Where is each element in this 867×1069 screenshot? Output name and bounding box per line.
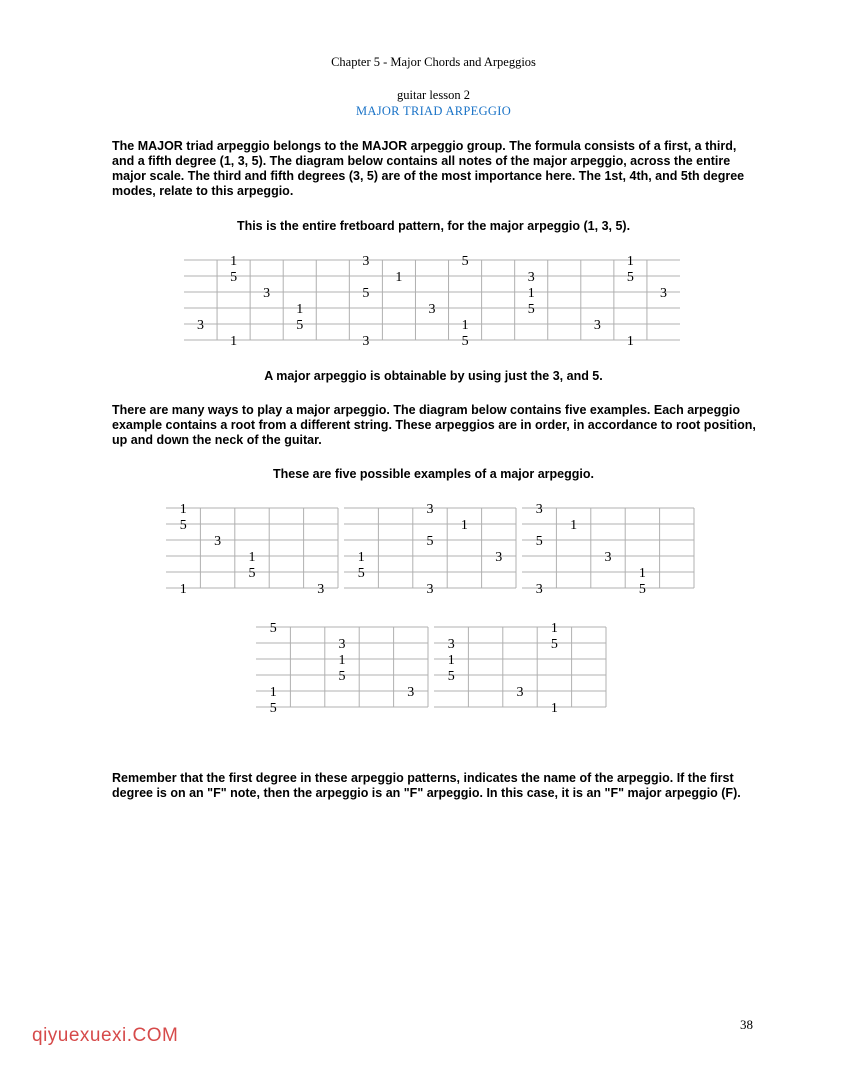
fretboard-caption: This is the entire fretboard pattern, for the major arpeggio (1, 3, 5). (236, 219, 631, 233)
example-1-note-label: 5 (179, 518, 187, 533)
example-1-note-label: 5 (248, 566, 256, 581)
fretboard-note-label: 3 (197, 318, 205, 333)
lesson-title: MAJOR TRIAD ARPEGGIO (355, 104, 512, 118)
example-1-note-label: 3 (317, 582, 325, 597)
example-2-note-label: 1 (357, 550, 365, 565)
fretboard-note-label: 5 (626, 270, 634, 285)
example-2-note-label: 1 (460, 518, 468, 533)
example-4-note-label: 3 (407, 685, 415, 700)
fretboard-note-label: 1 (296, 302, 304, 317)
fretboard-note-label: 5 (230, 270, 238, 285)
fretboard-note-label: 5 (296, 318, 304, 333)
fretboard-note-label: 1 (626, 334, 634, 349)
example-2-note-label: 3 (426, 582, 434, 597)
page-number: 38 (740, 1017, 753, 1032)
example-1-note-label: 1 (248, 550, 256, 565)
fretboard-note-label: 3 (428, 302, 436, 317)
example-5-note-label: 3 (516, 685, 524, 700)
example-4-note-label: 1 (338, 653, 346, 668)
fretboard-note-label: 1 (527, 286, 535, 301)
example-4-note-label: 5 (269, 701, 277, 716)
lesson-label: guitar lesson 2 (397, 88, 470, 102)
example-1-note-label: 1 (179, 582, 187, 597)
fretboard-note-label: 5 (461, 254, 469, 269)
example-5-note-label: 5 (550, 637, 558, 652)
examples-caption: These are five possible examples of a major arpeggio. (273, 467, 594, 481)
example-4-note-label: 5 (269, 621, 277, 636)
example-2-note-label: 5 (357, 566, 365, 581)
fretboard-note-label: 3 (593, 318, 601, 333)
fretboard-note-label: 1 (230, 254, 238, 269)
example-3-note-label: 5 (638, 582, 646, 597)
example-3-note-label: 5 (535, 534, 543, 549)
example-4-note-label: 1 (269, 685, 277, 700)
examples-paragraph: There are many ways to play a major arpeggio. The diagram below contains five examples. Each arpeggio example contains a root from a different string. These arpeggios are in order, in accordance to root position, up and down the neck of the guitar. (112, 403, 756, 447)
fretboard-note-label: 5 (527, 302, 535, 317)
example-1-note-label: 3 (214, 534, 222, 549)
example-4-note-label: 3 (338, 637, 346, 652)
example-2-note-label: 3 (426, 502, 434, 517)
example-5-note-label: 1 (447, 653, 455, 668)
fretboard-note-label: 3 (263, 286, 271, 301)
example-3-note-label: 3 (535, 502, 543, 517)
example-1-note-label: 1 (179, 502, 187, 517)
fretboard-note-label: 5 (362, 286, 370, 301)
fretboard-note-label: 1 (461, 318, 469, 333)
example-4-note-label: 5 (338, 669, 346, 684)
example-3-note-label: 1 (638, 566, 646, 581)
example-5-note-label: 1 (550, 621, 558, 636)
fretboard-note-label: 3 (362, 254, 370, 269)
example-3-note-label: 3 (604, 550, 612, 565)
example-5-note-label: 3 (447, 637, 455, 652)
fretboard-note-label: 1 (395, 270, 403, 285)
closing-paragraph: Remember that the first degree in these arpeggio patterns, indicates the name of the arpeggio. If the first degree is on an "F" note, then the arpeggio is an "F" arpeggio. In this case, it is an "F" major arpeggio (F). (112, 771, 741, 800)
fretboard-note-label: 1 (230, 334, 238, 349)
fretboard-note-label: 1 (626, 254, 634, 269)
intro-paragraph: The MAJOR triad arpeggio belongs to the MAJOR arpeggio group. The formula consists of a first, a third, and a fifth degree (1, 3, 5). The diagram below contains all notes of the major arpeggio, across the entire major scale. The third and fifth degrees (3, 5) are of the most importance here. The 1st, 4th, and 5th degree modes, relate to this arpeggio. (112, 139, 745, 198)
example-5-note-label: 5 (447, 669, 455, 684)
watermark-logo: qiyuexuexi.COM (32, 1025, 179, 1046)
example-2-note-label: 3 (495, 550, 503, 565)
chapter-heading: Chapter 5 - Major Chords and Arpeggios (331, 55, 536, 69)
fretboard-note-label: 3 (659, 286, 667, 301)
fretboard-note-label: 3 (527, 270, 535, 285)
example-3-note-label: 3 (535, 582, 543, 597)
example-5-note-label: 1 (550, 701, 558, 716)
example-3-note-label: 1 (570, 518, 578, 533)
fretboard-note-label: 5 (461, 334, 469, 349)
fretboard-note-label: 3 (362, 334, 370, 349)
obtainable-caption: A major arpeggio is obtainable by using just the 3, and 5. (264, 369, 603, 383)
example-2-note-label: 5 (426, 534, 434, 549)
